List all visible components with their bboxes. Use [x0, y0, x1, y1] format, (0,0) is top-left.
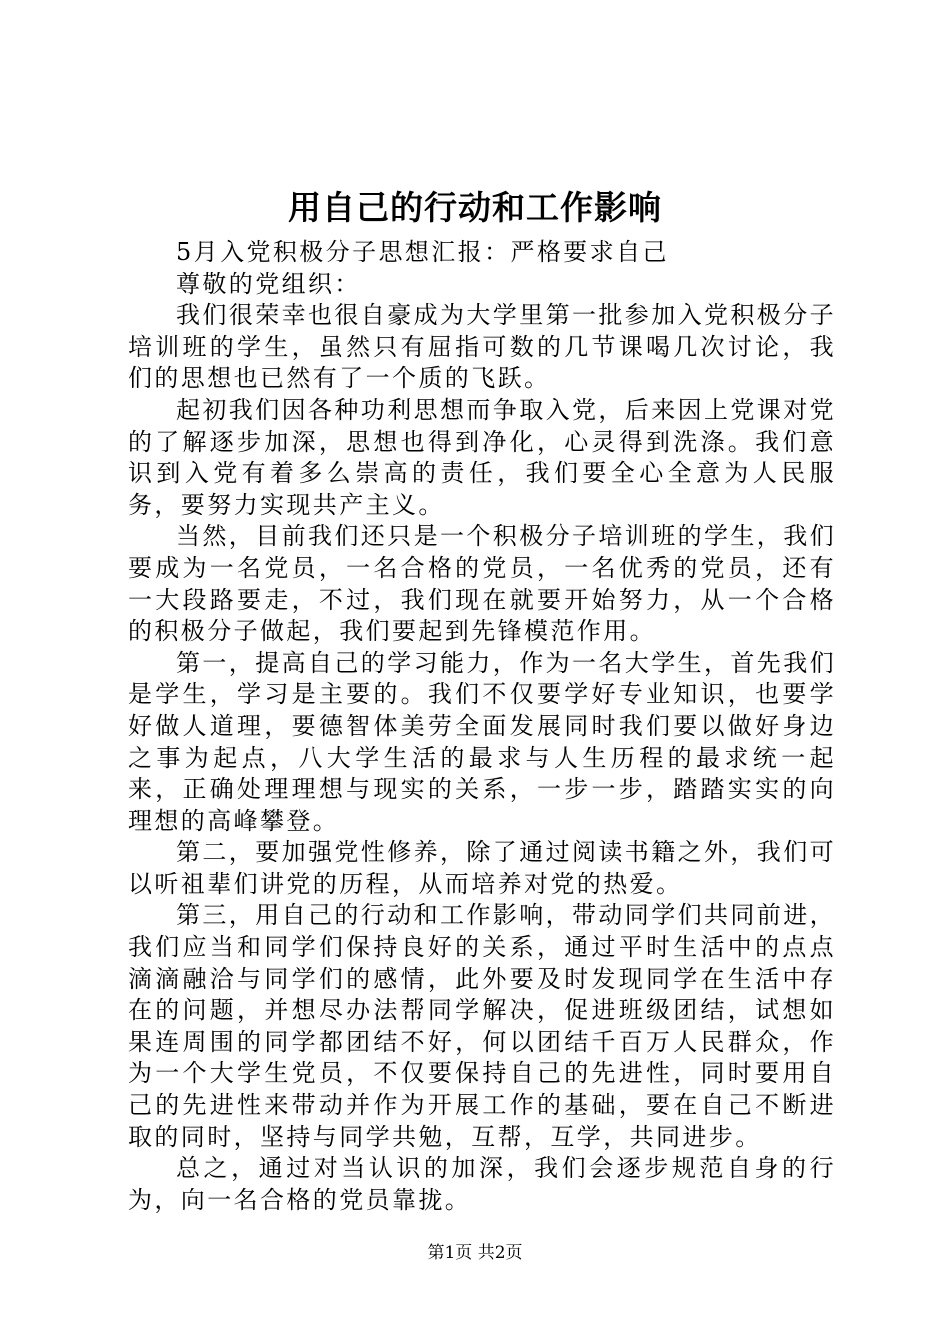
- paragraph: 起初我们因各种功利思想而争取入党，后来因上党课对党的了解逐步加深，思想也得到净化，心灵得到洗涤。我们意识到入党有着多么崇高的责任，我们要全心全意为人民服务，要努力实现共产主义。: [128, 395, 836, 519]
- paragraph: 第二，要加强党性修养，除了通过阅读书籍之外，我们可以听祖辈们讲党的历程，从而培养对党的热爱。: [128, 838, 836, 898]
- document-body: [128, 237, 836, 1216]
- paragraph: 当然，目前我们还只是一个积极分子培训班的学生，我们要成为一名党员，一名合格的党员，一名优秀的党员，还有一大段路要走，不过，我们现在就要开始努力，从一个合格的积极分子做起，我们要起到先锋模范作用。: [128, 522, 836, 646]
- document-title: 用自己的行动和工作影响: [288, 188, 662, 227]
- paragraph: 第一，提高自己的学习能力，作为一名大学生，首先我们是学生，学习是主要的。我们不仅要学好专业知识，也要学好做人道理，要德智体美劳全面发展同时我们要以做好身边之事为起点，八大学生活的最求与人生历程的最求统一起来，正确处理理想与现实的关系，一步一步，踏踏实实的向理想的高峰攀登。: [128, 648, 836, 835]
- salutation: 尊敬的党组织：: [176, 269, 361, 298]
- document-subtitle: 5月入党积极分子思想汇报：严格要求自己: [176, 238, 669, 266]
- page-footer: 第1页 共2页: [427, 1243, 523, 1263]
- paragraph: 我们很荣幸也很自豪成为大学里第一批参加入党积极分子培训班的学生，虽然只有屈指可数的几节课喝几次讨论，我们的思想也已然有了一个质的飞跃。: [128, 301, 836, 393]
- paragraph: 总之，通过对当认识的加深，我们会逐步规范自身的行为，向一名合格的党员靠拢。: [128, 1154, 836, 1214]
- paragraph: 第三，用自己的行动和工作影响，带动同学们共同前进，我们应当和同学们保持良好的关系，通过平时生活中的点点滴滴融洽与同学们的感情，此外要及时发现同学在生活中存在的问题，并想尽办法帮同学解决，促进班级团结，试想如果连周围的同学都团结不好，何以团结千百万人民群众，作为一个大学生党员，不仅要保持自己的先进性，同时要用自己的先进性来带动并作为开展工作的基础，要在自己不断进取的同时，坚持与同学共勉，互帮，互学，共同进步。: [128, 901, 836, 1151]
